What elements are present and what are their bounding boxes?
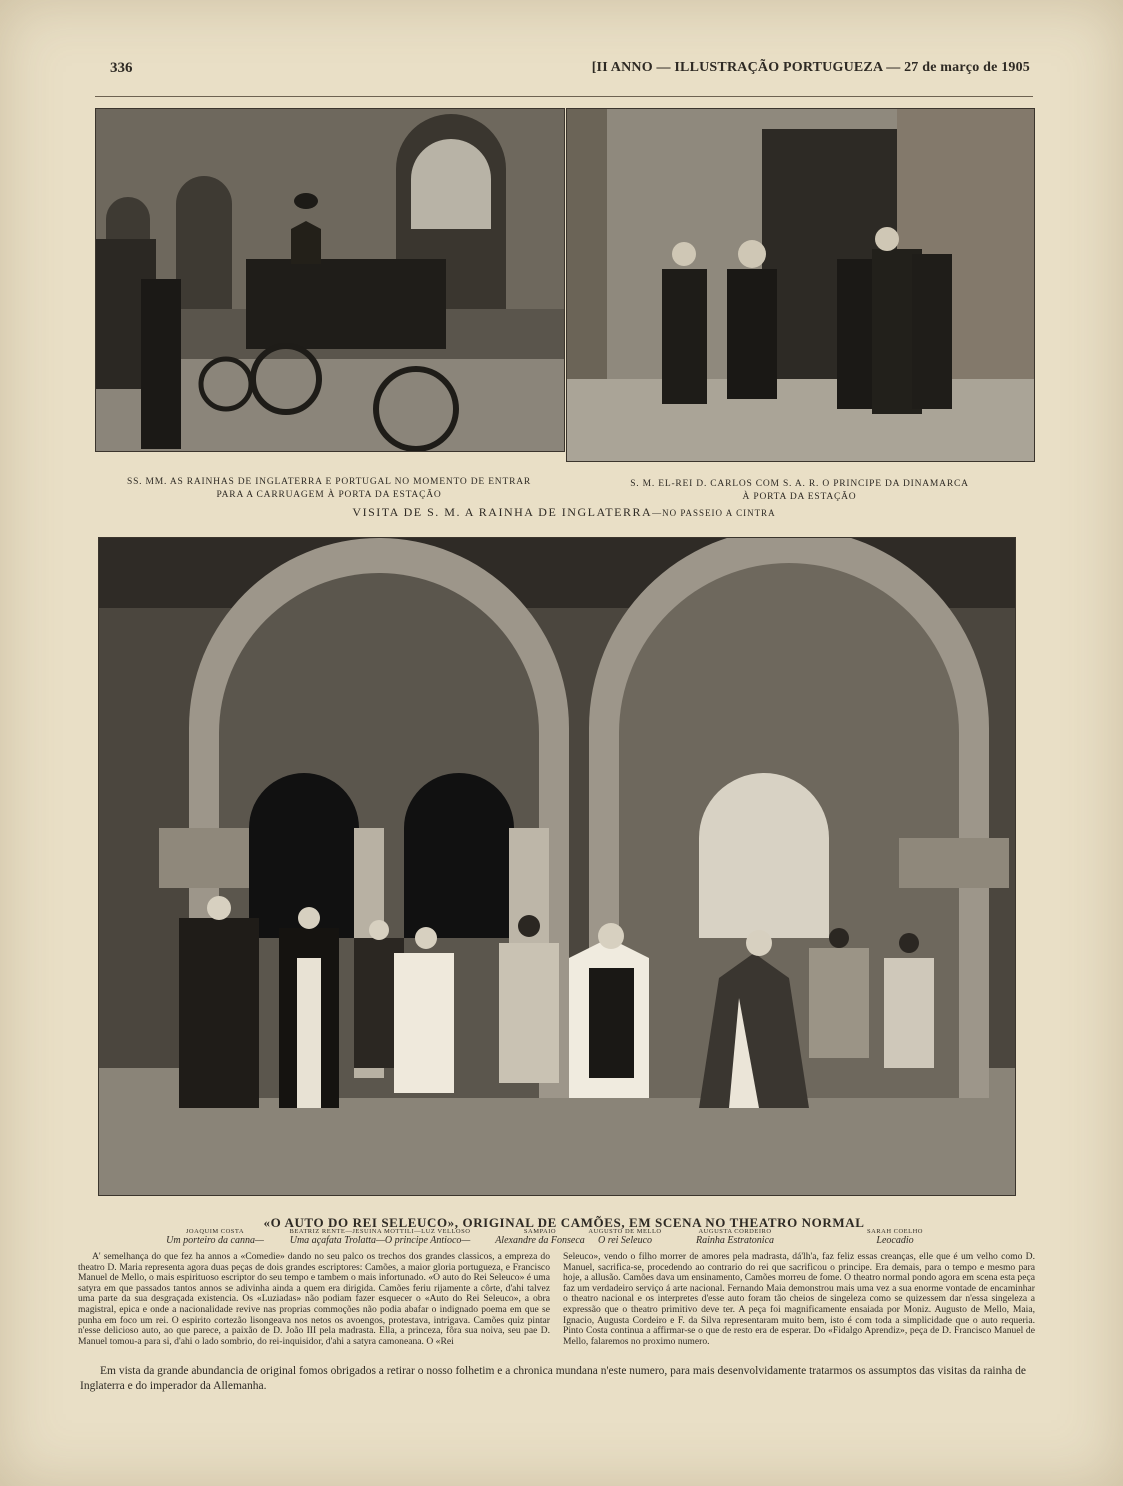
page-number: 336 (110, 60, 133, 76)
visit-title-sub: —NO PASSEIO A CINTRA (652, 508, 776, 518)
article-column-left: A' semelhança do que fez ha annos a «Comedie» dando no seu palco os trechos dos grandes classicos, a empreza do theatro D. Maria representa agora duas peças de dois grandes escriptores: Camões, a maior gloria portugueza, e Francisco Manuel de Mello, o mais espirituoso escriptor do seu tempo e tambem o mais infortunado. «O auto do Rei Seleuco» é uma satyra em que passados tantos annos se adivinha ainda a quem era dirigida. Camões feriu rijamente a côrte, d'ahi talvez uma parte da sua desgraçada existencia. Os «Luziadas» não podiam fazer esquecer o «Auto do Rei Seleuco», a obra magistral, epica e onde a nacionalidade revive nas proprias commoções não podia abafar o indignado poema em que se punha em foco um rei. O espirito cortezão lisongeava nos netos os avoengos, protestava, intrigava. Camões quiz pintar n'esse delicioso auto, ao que parece, a paixão de D. João III pela madrasta. Ella, a princeza, fôra sua noiva, seu pae D. Manuel tomou-a para si, d'ahi o lado sombrio, do rei-inquisidor, d'ahi a satyra camoneana. O «Rei (78, 1251, 550, 1347)
play-title: «O AUTO DO REI SELEUCO», ORIGINAL DE CAMÕES, EM SCENA NO THEATRO NORMAL (263, 1215, 865, 1230)
cast-role: Rainha Estratonica (695, 1235, 775, 1246)
editorial-note (80, 1364, 1040, 1394)
cast-role: Um porteiro da canna— (166, 1235, 264, 1246)
header-rule (95, 96, 1033, 97)
article-column-right: Seleuco», vendo o filho morrer de amores pela madrasta, dá'lh'a, faz feliz essas creanças, elle que é um velho como D. Manuel, sacrifica-se, procedendo ao contrario do rei que sacrificou o principe. Era demais, para o tempo e mesmo para hoje, a allusão. Camões dava um ensinamento, Camões morreu de fome. O theatro normal pondo agora em scena esta peça faz um verdadeiro serviço á arte nacional. Fernando Maia demonstrou mais uma vez a sua enorme vontade de encaminhar o theatro nacional e os interpretes d'esse auto foram tão cheios de singeleza como se quizessem dar n'essa singeleza a expressão que o theatro primitivo deve ter. A peça foi magnificamente ensaiada por Moniz. Augusto de Mello, Maia, Ignacio, Augusta Cordeiro e F. da Silva representaram muito bem, isto é com toda a simplicidade que o auto requeria. Pinto Costa continua a affirmar-se o que de resto era de esperar. Do «Fidalgo Aprendiz», peça de D. Francisco Manuel de Mello, falaremos no proximo numero. (563, 1251, 1035, 1347)
visit-title (95, 505, 1033, 520)
cast-item-sarah-coelho (845, 1228, 945, 1246)
caption-king-line1: S. M. EL-REI D. CARLOS COM S. A. R. O PRINCIPE DA DINAMARCA (630, 479, 969, 489)
cast-actor: BEATRIZ RENTE—JESUINA MOTTILI—LUZ VELLOSO (289, 1228, 471, 1235)
photo-stage-scene (98, 537, 1016, 1196)
cast-role: Uma açafata Trolatta—O principe Antioco— (289, 1235, 471, 1246)
caption-queens-line1: SS. MM. AS RAINHAS DE INGLATERRA E PORTUGAL NO MOMENTO DE ENTRAR (127, 477, 531, 487)
cast-item-rente-mottili-velloso (265, 1228, 495, 1246)
cast-item-augusta-cordeiro (680, 1228, 790, 1246)
cast-list (160, 1228, 960, 1252)
photo-king-prince (566, 108, 1035, 462)
cast-actor: AUGUSTA CORDEIRO (698, 1228, 772, 1235)
caption-queens (95, 476, 563, 502)
visit-title-main: VISITA DE S. M. A RAINHA DE INGLATERRA (352, 505, 653, 519)
page-header (110, 60, 1030, 86)
caption-queens-line2: PARA A CARRUAGEM À PORTA DA ESTAÇÃO (216, 490, 442, 500)
cast-actor: JOAQUIM COSTA (185, 1228, 245, 1235)
cast-item-augusto-de-mello (575, 1228, 675, 1246)
cast-actor: SARAH COELHO (866, 1228, 924, 1235)
caption-king (566, 478, 1033, 504)
cast-actor: AUGUSTO DE MELLO (588, 1228, 662, 1235)
cast-role: Leocadio (876, 1235, 914, 1246)
editorial-note-text: Em vista da grande abundancia de original fomos obrigados a retirar o nosso folhetim e a chronica mundana n'este numero, para mais desenvolvidamente tratarmos os assumptos das visitas da rainha de Inglaterra e do imperador da Allemanha. (80, 1365, 1026, 1392)
cast-role: O rei Seleuco (597, 1235, 653, 1246)
cast-item-joaquim-costa (160, 1228, 270, 1246)
cast-role: Alexandre da Fonseca (495, 1235, 585, 1246)
photo-queens-carriage (95, 108, 565, 452)
cast-actor: SAMPAIO (523, 1228, 557, 1235)
running-title: [II ANNO — ILLUSTRAÇÃO PORTUGUEZA — 27 de março de 1905 (591, 60, 1030, 75)
caption-king-line2: À PORTA DA ESTAÇÃO (742, 492, 857, 502)
